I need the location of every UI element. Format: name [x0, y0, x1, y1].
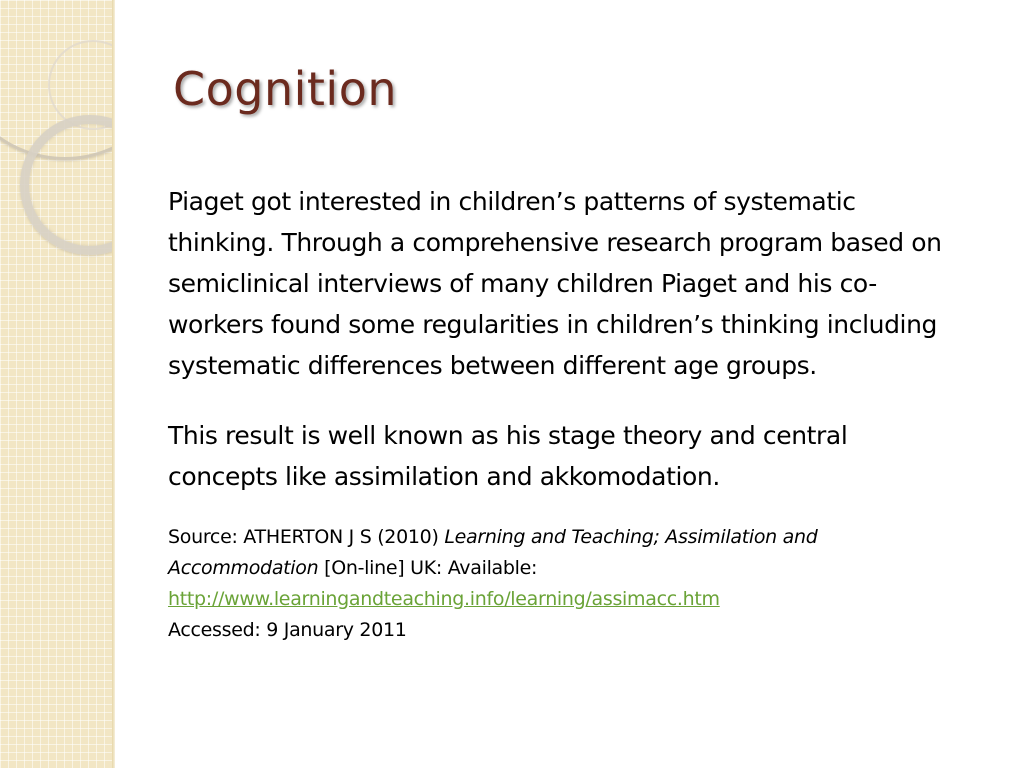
slide-title: Cognition [173, 62, 398, 116]
source-prefix: Source: ATHERTON J S (2010) [168, 526, 445, 548]
accessed-date: Accessed: 9 January 2011 [168, 619, 407, 641]
paragraph-stage-theory: This result is well known as his stage theory and central concepts like assimilation and akkomodation. [168, 421, 848, 491]
source-citation [168, 522, 958, 646]
source-title: Learning and Teaching; Assimilation and Accommodation [168, 526, 818, 579]
source-suffix: [On-line] UK: Available: [318, 557, 538, 579]
slide-body [168, 181, 958, 646]
source-link[interactable]: http://www.learningandteaching.info/learning/assimacc.htm [168, 588, 720, 610]
sidebar-divider [112, 0, 115, 768]
decorative-sidebar [0, 0, 112, 768]
paragraph-piaget: Piaget got interested in children’s patterns of systematic thinking. Through a comprehensive research program based on semiclinical interviews of many children Piaget and his co-workers found some regularities in children’s thinking including systematic differences between different age groups. [168, 187, 942, 380]
